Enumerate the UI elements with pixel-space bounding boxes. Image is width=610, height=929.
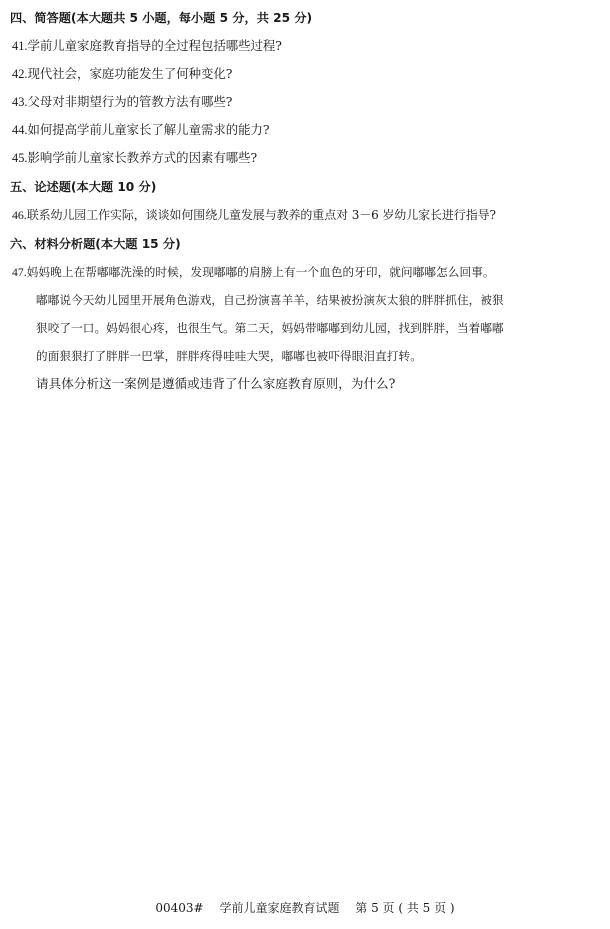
question-45 bbox=[12, 150, 257, 166]
question-number: 44. bbox=[12, 123, 28, 137]
question-47-passage-line-4: 的面狠狠打了胖胖一巴掌，胖胖疼得哇哇大哭，嘟嘟也被吓得眼泪直打转。 bbox=[36, 349, 422, 363]
question-text: 父母对非期望行为的管教方法有哪些? bbox=[27, 94, 233, 109]
question-number: 47. bbox=[12, 266, 27, 279]
question-number: 42. bbox=[12, 67, 28, 81]
question-47-passage-line-1 bbox=[12, 264, 495, 281]
question-text: 如何提高学前儿童家长了解儿童需求的能力? bbox=[27, 122, 270, 137]
question-44 bbox=[12, 122, 270, 138]
question-number: 41. bbox=[12, 39, 28, 53]
section-six-heading: 六、材料分析题(本大题 15 分) bbox=[10, 237, 181, 251]
exam-title: 学前儿童家庭教育试题 bbox=[219, 901, 340, 915]
question-text: 联系幼儿园工作实际，谈谈如何围绕儿童发展与教养的重点对 3－6 岁幼儿家长进行指导? bbox=[26, 208, 496, 222]
section-four-heading: 四、简答题(本大题共 5 小题，每小题 5 分，共 25 分) bbox=[10, 11, 313, 25]
question-text: 现代社会，家庭功能发生了何种变化? bbox=[27, 66, 233, 81]
question-46 bbox=[12, 207, 496, 223]
question-47-passage-line-3: 狠咬了一口。妈妈很心疼，也很生气。第二天，妈妈带嘟嘟到幼儿园，找到胖胖，当着嘟嘟 bbox=[36, 321, 504, 335]
page-number: 第 5 页 ( 共 5 页 ) bbox=[355, 901, 455, 915]
exam-code: 00403# bbox=[155, 901, 204, 915]
passage-text: 妈妈晚上在帮嘟嘟洗澡的时候，发现嘟嘟的肩膀上有一个血色的牙印，就问嘟嘟怎么回事。 bbox=[26, 265, 495, 279]
question-text: 影响学前儿童家长教养方式的因素有哪些? bbox=[27, 150, 258, 165]
question-text: 学前儿童家庭教育指导的全过程包括哪些过程? bbox=[27, 38, 282, 53]
question-47-passage-line-2: 嘟嘟说今天幼儿园里开展角色游戏，自己扮演喜羊羊，结果被扮演灰太狼的胖胖抓住，被狠 bbox=[36, 293, 504, 307]
question-number: 45. bbox=[12, 151, 28, 165]
question-41 bbox=[12, 38, 282, 54]
question-47-prompt: 请具体分析这一案例是遵循或违背了什么家庭教育原则，为什么? bbox=[36, 376, 396, 391]
question-number: 46. bbox=[12, 208, 27, 222]
page-footer bbox=[0, 900, 610, 916]
question-number: 43. bbox=[12, 95, 28, 109]
question-43 bbox=[12, 94, 232, 110]
section-five-heading: 五、论述题(本大题 10 分) bbox=[10, 180, 157, 194]
question-42 bbox=[12, 66, 232, 82]
